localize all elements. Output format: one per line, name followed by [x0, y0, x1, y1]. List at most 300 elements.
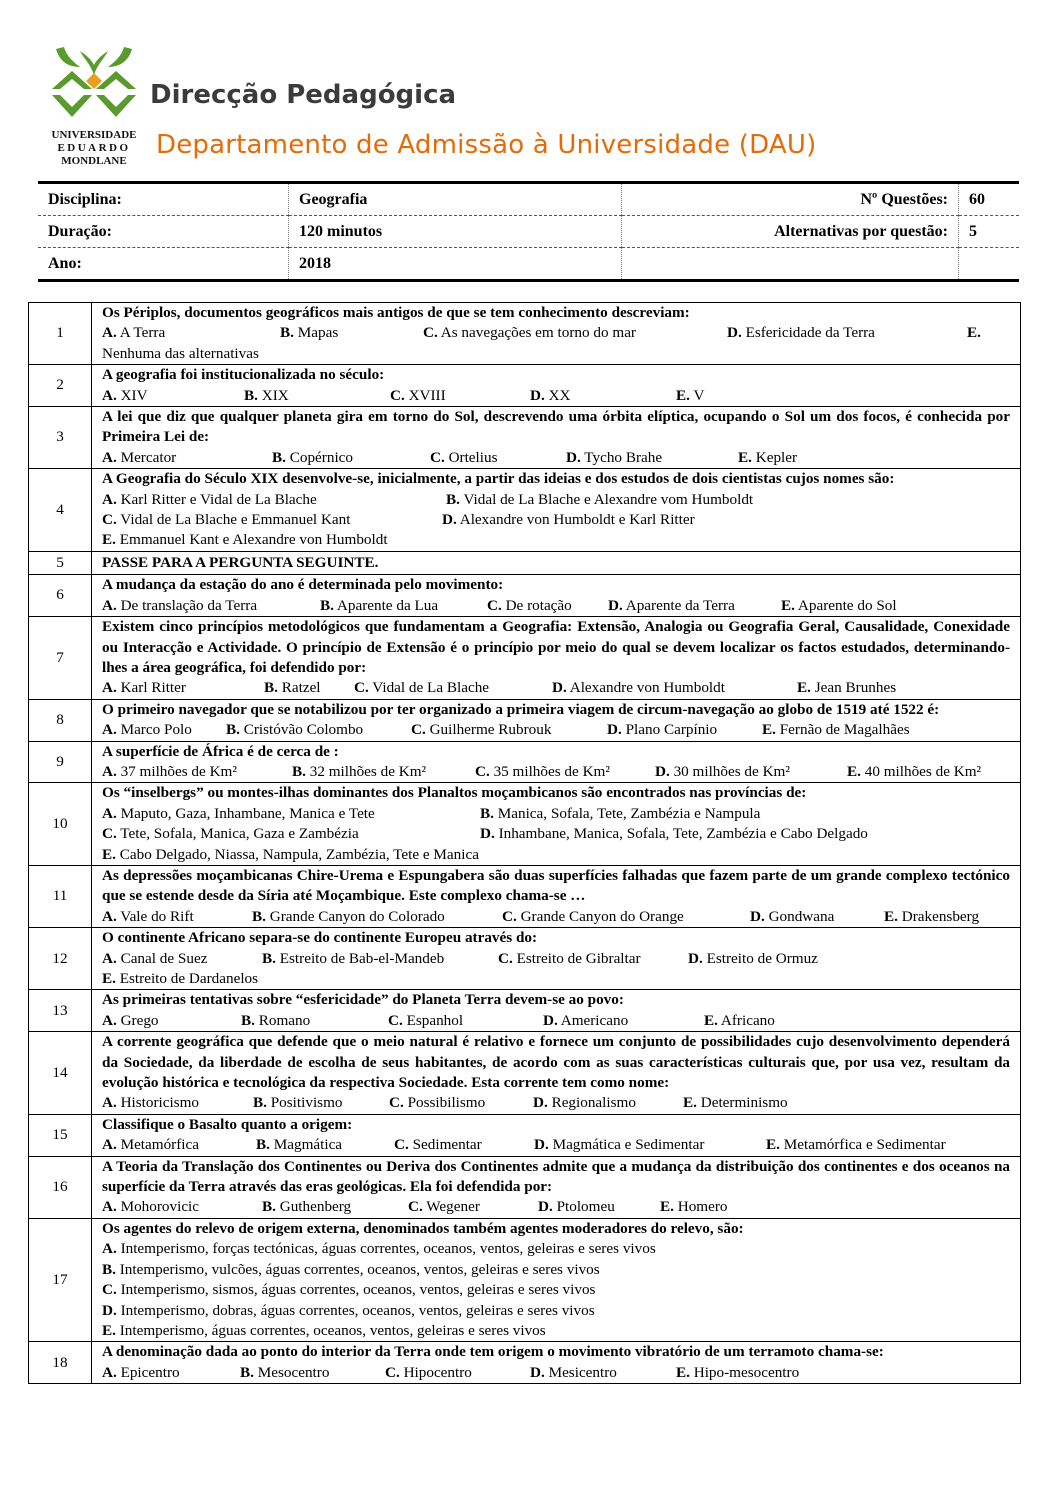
option-text: Jean Brunhes: [810, 679, 897, 697]
answer-option[interactable]: [762, 720, 962, 740]
question-text: A superfície de África é de cerca de :: [102, 742, 339, 760]
options-line: [102, 804, 1010, 824]
question-row: [29, 1032, 1021, 1115]
answer-option[interactable]: [530, 386, 676, 406]
option-text: Tete, Sofala, Manica, Gaza e Zambézia: [116, 825, 359, 843]
answer-option[interactable]: [264, 678, 354, 698]
question-number: 10: [29, 783, 92, 866]
questions-table: [28, 302, 1021, 1384]
option-text: Intemperismo, vulcões, águas correntes, oceanos, ventos, geleiras e seres vivos: [115, 1260, 600, 1278]
answer-option[interactable]: [280, 323, 423, 343]
answer-option[interactable]: [272, 448, 430, 468]
answer-option[interactable]: [847, 762, 1009, 782]
question-row: [29, 1156, 1021, 1218]
question-row: [29, 469, 1021, 552]
answer-option[interactable]: [538, 1197, 660, 1217]
answer-option[interactable]: [102, 969, 402, 989]
question-row: [29, 1114, 1021, 1156]
option-text: Vale do Rift: [116, 907, 194, 925]
option-text: As navegações em torno do mar: [437, 324, 636, 342]
answer-option[interactable]: [253, 1093, 389, 1113]
question-body: [92, 551, 1021, 574]
option-letter: B.: [244, 386, 258, 404]
question-row: [29, 1342, 1021, 1384]
answer-option[interactable]: [102, 1197, 262, 1217]
option-text: Drakensberg: [897, 907, 980, 925]
answer-option[interactable]: [738, 448, 858, 468]
page-header: [48, 40, 988, 170]
question-number: 14: [29, 1032, 92, 1115]
option-letter: D.: [530, 1363, 545, 1381]
option-text: Karl Ritter e Vidal de La Blache: [116, 490, 317, 508]
question-body: [92, 990, 1021, 1032]
question-row: [29, 407, 1021, 469]
question-row: [29, 303, 1021, 365]
option-letter: E.: [781, 596, 795, 614]
university-logo: [48, 45, 140, 170]
option-letter: D.: [566, 448, 581, 466]
answer-option[interactable]: [704, 1011, 804, 1031]
options-line: [102, 323, 1010, 343]
options-line: [102, 490, 1010, 510]
logo-text-line2: EDUARDO: [57, 142, 131, 154]
option-letter: A.: [102, 721, 117, 739]
option-letter: C.: [487, 596, 502, 614]
question-number: 2: [29, 365, 92, 407]
disciplina-value: Geografia: [289, 183, 622, 216]
answer-option[interactable]: [320, 596, 487, 616]
answer-option[interactable]: [102, 1363, 240, 1383]
options-line: [102, 824, 1010, 844]
option-text: Guilherme Rubrouk: [425, 721, 552, 739]
options-line: [102, 510, 1010, 530]
question-body: [92, 699, 1021, 741]
answer-option[interactable]: [781, 596, 941, 616]
answer-option[interactable]: [102, 949, 262, 969]
exam-info-table: [38, 181, 1019, 282]
option-text: Positivismo: [266, 1094, 343, 1112]
option-letter: E.: [797, 679, 811, 697]
logo-emblem-icon: [50, 45, 138, 127]
question-number: 6: [29, 575, 92, 617]
option-letter: D.: [533, 1094, 548, 1112]
question-body: [92, 1032, 1021, 1115]
question-text: A mudança da estação do ano é determinada pelo movimento:: [102, 576, 504, 594]
answer-option[interactable]: [442, 510, 942, 530]
answer-option[interactable]: [102, 845, 602, 865]
option-letter: E.: [766, 1136, 780, 1154]
question-body: [92, 783, 1021, 866]
answer-option[interactable]: [727, 323, 967, 343]
answer-option[interactable]: [262, 949, 498, 969]
answer-option[interactable]: [102, 762, 292, 782]
question-text: Os “inselbergs” ou montes-ilhas dominantes dos Planaltos moçambicanos são encontrados nas províncias de:: [102, 784, 807, 802]
option-letter: D.: [552, 679, 567, 697]
duracao-value: 120 minutos: [289, 216, 622, 248]
info-row: [38, 183, 1019, 216]
option-letter: C.: [423, 324, 438, 342]
option-text: XX: [544, 386, 571, 404]
answer-option[interactable]: [688, 949, 858, 969]
option-text: Mesicentro: [544, 1363, 617, 1381]
option-letter: D.: [538, 1198, 553, 1216]
answer-option[interactable]: [102, 1239, 902, 1259]
answer-option[interactable]: [660, 1197, 760, 1217]
option-letter: A.: [102, 1363, 117, 1381]
question-body: [92, 1114, 1021, 1156]
answer-option[interactable]: [797, 678, 937, 698]
options-line: [102, 530, 1010, 550]
question-text: As depressões moçambicanas Chire-Urema e Espungabera são duas superfícies falhadas que fazem parte de um grande complexo tectónico que se estende desde da Síria até Moçambique. Este complexo chama-se …: [102, 866, 1010, 905]
option-letter: B.: [280, 324, 294, 342]
disciplina-label: Disciplina:: [38, 183, 289, 216]
option-letter: E.: [847, 762, 861, 780]
option-letter: E.: [738, 448, 752, 466]
question-body: [92, 617, 1021, 700]
option-text: Estreito de Gibraltar: [512, 949, 641, 967]
answer-option[interactable]: [480, 824, 960, 844]
option-letter: B.: [292, 762, 306, 780]
header-subtitle: Departamento de Admissão à Universidade (DAU): [156, 130, 817, 160]
answer-option[interactable]: [750, 907, 884, 927]
option-text: Intemperismo, sismos, águas correntes, oceanos, ventos, geleiras e seres vivos: [116, 1281, 596, 1299]
option-letter: A.: [102, 1198, 117, 1216]
question-body: [92, 575, 1021, 617]
option-letter: B.: [256, 1136, 270, 1154]
option-letter: C.: [408, 1198, 423, 1216]
answer-option[interactable]: [102, 448, 272, 468]
question-row: [29, 990, 1021, 1032]
option-letter: C.: [394, 1136, 409, 1154]
option-letter: E.: [683, 1094, 697, 1112]
answer-option[interactable]: [533, 1093, 683, 1113]
question-row: [29, 365, 1021, 407]
options-line: [102, 344, 1010, 364]
answer-option[interactable]: [655, 762, 847, 782]
option-letter: D.: [530, 386, 545, 404]
option-text: Espanhol: [402, 1011, 464, 1029]
alternativas-label: Alternativas por questão:: [622, 216, 959, 248]
option-text: Intemperismo, forças tectónicas, águas correntes, oceanos, ventos, geleiras e seres vivos: [116, 1240, 656, 1258]
option-text: Possibilismo: [403, 1094, 486, 1112]
option-letter: D.: [442, 511, 457, 529]
options-line: [102, 1239, 1010, 1259]
question-number: 3: [29, 407, 92, 469]
option-letter: D.: [750, 907, 765, 925]
option-text: Copérnico: [285, 448, 353, 466]
question-row: [29, 699, 1021, 741]
alternativas-value: 5: [959, 216, 1020, 248]
option-text: Emmanuel Kant e Alexandre von Humboldt: [115, 531, 388, 549]
answer-option[interactable]: [487, 596, 608, 616]
question-body: [92, 928, 1021, 990]
answer-option[interactable]: [394, 1135, 534, 1155]
answer-option[interactable]: [102, 824, 480, 844]
question-text: As primeiras tentativas sobre “esfericidade” do Planeta Terra devem-se ao povo:: [102, 991, 624, 1009]
options-line: [102, 1363, 1010, 1383]
option-letter: E.: [102, 970, 116, 987]
answer-option[interactable]: [256, 1135, 394, 1155]
option-letter: E.: [762, 721, 776, 739]
question-text: A Geografia do Século XIX desenvolve-se, inicialmente, a partir das ideias e dos estudos de dois cientistas cujos nomes são:: [102, 470, 895, 488]
options-line: [102, 845, 1010, 865]
option-text: Karl Ritter: [116, 679, 186, 697]
option-letter: E.: [676, 386, 690, 404]
option-text: Cabo Delgado, Niassa, Nampula, Zambézia, Tete e Manica: [115, 845, 479, 863]
option-letter: A.: [102, 1094, 117, 1112]
option-text: Ptolomeu: [552, 1198, 615, 1216]
answer-option[interactable]: [262, 1197, 408, 1217]
info-row: [38, 216, 1019, 248]
option-text: Marco Polo: [116, 721, 192, 739]
option-letter: A.: [102, 386, 117, 404]
option-letter: D.: [480, 825, 495, 843]
answer-option[interactable]: [411, 720, 607, 740]
answer-option[interactable]: [102, 1280, 902, 1300]
question-body: [92, 865, 1021, 927]
option-text: Hipo-mesocentro: [689, 1363, 800, 1381]
answer-option[interactable]: [102, 490, 446, 510]
option-letter: A.: [102, 448, 117, 466]
option-text: Magmática: [269, 1136, 343, 1154]
option-text: Nenhuma das alternativas: [102, 344, 259, 362]
option-letter: C.: [390, 386, 405, 404]
option-letter: D.: [102, 1301, 117, 1319]
question-row: [29, 551, 1021, 574]
answer-option[interactable]: [607, 720, 762, 740]
answer-option[interactable]: [385, 1363, 530, 1383]
options-line: [102, 1280, 1010, 1300]
logo-text-line3: MONDLANE: [61, 155, 127, 167]
option-letter: C.: [102, 825, 117, 843]
ano-label: Ano:: [38, 248, 289, 281]
option-text: Historicismo: [116, 1094, 200, 1112]
answer-option[interactable]: [480, 804, 950, 824]
question-number: 8: [29, 699, 92, 741]
option-text: Kepler: [751, 448, 798, 466]
answer-option[interactable]: [502, 907, 750, 927]
option-text: Esfericidade da Terra: [741, 324, 875, 342]
option-text: Vidal de La Blache: [368, 679, 490, 697]
question-number: 9: [29, 741, 92, 783]
question-number: 11: [29, 865, 92, 927]
option-text: XIX: [257, 386, 289, 404]
question-body: [92, 741, 1021, 783]
option-text: Americano: [557, 1011, 629, 1029]
option-text: Wegener: [422, 1198, 480, 1216]
option-letter: B.: [240, 1363, 254, 1381]
answer-option[interactable]: [102, 1301, 902, 1321]
answer-option[interactable]: [102, 1321, 902, 1341]
option-text: Epicentro: [116, 1363, 180, 1381]
answer-option[interactable]: [446, 490, 946, 510]
question-row: [29, 1218, 1021, 1341]
option-text: XIV: [116, 386, 148, 404]
options-line: [102, 949, 1010, 969]
option-letter: A.: [102, 679, 117, 697]
option-text: Intemperismo, dobras, águas correntes, oceanos, ventos, geleiras e seres vivos: [116, 1301, 595, 1319]
option-letter: B.: [262, 1198, 276, 1216]
options-line: [102, 1197, 1010, 1217]
answer-option[interactable]: [252, 907, 502, 927]
answer-option[interactable]: [543, 1011, 704, 1031]
option-letter: D.: [608, 596, 623, 614]
option-text: De rotação: [501, 596, 572, 614]
answer-option[interactable]: [389, 1093, 533, 1113]
option-letter: C.: [430, 448, 445, 466]
option-letter: B.: [272, 448, 286, 466]
options-line: [102, 678, 1010, 698]
answer-option[interactable]: [566, 448, 738, 468]
answer-option[interactable]: [676, 386, 736, 406]
question-row: [29, 865, 1021, 927]
answer-option[interactable]: [240, 1363, 385, 1383]
header-title: Direcção Pedagógica: [150, 80, 457, 110]
answer-option[interactable]: [530, 1363, 676, 1383]
questions-body: [29, 303, 1021, 1384]
option-text: Manica, Sofala, Tete, Zambézia e Nampula: [493, 804, 761, 822]
question-body: [92, 303, 1021, 365]
answer-option[interactable]: [226, 720, 411, 740]
answer-option[interactable]: [102, 678, 264, 698]
option-text: Metamórfica e Sedimentar: [779, 1136, 946, 1154]
question-row: [29, 928, 1021, 990]
option-letter: C.: [411, 721, 426, 739]
answer-option[interactable]: [354, 678, 552, 698]
answer-option[interactable]: [102, 510, 442, 530]
answer-option[interactable]: [102, 386, 244, 406]
answer-option[interactable]: [967, 323, 987, 343]
answer-option[interactable]: [102, 1260, 902, 1280]
answer-option[interactable]: [766, 1135, 1006, 1155]
option-letter: C.: [354, 679, 369, 697]
answer-option[interactable]: [292, 762, 475, 782]
option-letter: A.: [102, 804, 117, 822]
answer-option[interactable]: [884, 907, 1004, 927]
question-text: Classifique o Basalto quanto a origem:: [102, 1115, 353, 1133]
option-letter: B.: [320, 596, 334, 614]
option-letter: B.: [102, 1260, 116, 1278]
answer-option[interactable]: [102, 596, 320, 616]
options-line: [102, 762, 1010, 782]
question-text: O continente Africano separa-se do continente Europeu através do:: [102, 929, 538, 947]
answer-option[interactable]: [552, 678, 797, 698]
option-text: Mohorovicic: [116, 1198, 200, 1216]
option-text: Mercator: [116, 448, 177, 466]
option-letter: B.: [264, 679, 278, 697]
answer-option[interactable]: [102, 323, 280, 343]
option-letter: D.: [727, 324, 742, 342]
answer-option[interactable]: [498, 949, 688, 969]
duracao-label: Duração:: [38, 216, 289, 248]
option-letter: E.: [704, 1011, 718, 1029]
option-text: Estreito de Bab-el-Mandeb: [275, 949, 445, 967]
option-letter: C.: [102, 511, 117, 529]
question-number: 1: [29, 303, 92, 365]
option-text: Inhambane, Manica, Sofala, Tete, Zambézia e Cabo Delgado: [494, 825, 868, 843]
answer-option[interactable]: [534, 1135, 766, 1155]
option-letter: B.: [262, 949, 276, 967]
option-letter: A.: [102, 949, 117, 967]
option-letter: D.: [688, 949, 703, 967]
answer-option[interactable]: [102, 804, 480, 824]
option-letter: A.: [102, 907, 117, 925]
question-body: [92, 469, 1021, 552]
option-text: 37 milhões de Km²: [116, 762, 237, 780]
option-letter: C.: [385, 1363, 400, 1381]
questoes-value: 60: [959, 183, 1020, 216]
answer-option[interactable]: [102, 1093, 253, 1113]
options-line: [102, 386, 1010, 406]
option-text: 32 milhões de Km²: [305, 762, 427, 780]
option-letter: A.: [102, 1011, 117, 1029]
option-text: Ratzel: [277, 679, 321, 697]
answer-option[interactable]: [388, 1011, 543, 1031]
question-text: Os agentes do relevo de origem externa, denominados também agentes moderadores do relevo, são:: [102, 1219, 744, 1237]
answer-option[interactable]: [102, 530, 602, 550]
options-line: [102, 596, 1010, 616]
question-number: 15: [29, 1114, 92, 1156]
answer-option[interactable]: [244, 386, 390, 406]
question-body: [92, 1156, 1021, 1218]
question-body: [92, 1218, 1021, 1341]
answer-option[interactable]: [408, 1197, 538, 1217]
question-number: 4: [29, 469, 92, 552]
question-body: [92, 1342, 1021, 1384]
answer-option[interactable]: [102, 1011, 241, 1031]
option-text: Determinismo: [696, 1094, 788, 1112]
answer-option[interactable]: [102, 720, 226, 740]
question-text: A geografia foi institucionalizada no século:: [102, 366, 385, 384]
question-text: Os Périplos, documentos geográficos mais antigos de que se tem conhecimento descreviam:: [102, 304, 690, 321]
question-number: 5: [29, 551, 92, 574]
answer-option[interactable]: [608, 596, 781, 616]
answer-option[interactable]: [676, 1363, 836, 1383]
option-letter: D.: [534, 1136, 549, 1154]
option-letter: A.: [102, 1136, 117, 1154]
question-text: A Teoria da Translação dos Continentes ou Deriva dos Continentes admite que a mudança da distribuição dos continentes e dos oceanos na superfície da Terra através das eras geológicas. Ela foi defendida por:: [102, 1157, 1010, 1196]
option-text: Homero: [673, 1198, 728, 1216]
answer-option[interactable]: [423, 323, 727, 343]
option-letter: E.: [676, 1363, 690, 1381]
options-line: [102, 448, 1010, 468]
question-text: Existem cinco princípios metodológicos que fundamentam a Geografia: Extensão, Analogia ou Geografia Geral, Causalidade, Conexidade ou Interacção e Actividade. O princípio de Extensão é o princípio por meio do qual se devem localizar os factos estudados, determinando-lhes a área geográfica, foi defendido por:: [102, 618, 1010, 676]
option-text: Canal de Suez: [116, 949, 208, 967]
question-text: PASSE PARA A PERGUNTA SEGUINTE.: [102, 553, 379, 571]
answer-option[interactable]: [475, 762, 655, 782]
option-text: Aparente da Lua: [333, 596, 439, 614]
question-text: O primeiro navegador que se notabilizou por ter organizado a primeira viagem de circum-navegação ao globo de 1519 até 1522 é:: [102, 700, 940, 718]
answer-option[interactable]: [390, 386, 530, 406]
options-line: [102, 720, 1010, 740]
question-text: A denominação dada ao ponto do interior da Terra onde tem origem o movimento vibratório de um terramoto chama-se:: [102, 1343, 884, 1361]
option-text: 35 milhões de Km²: [489, 762, 610, 780]
option-text: Intemperismo, águas correntes, oceanos, ventos, geleiras e seres vivos: [115, 1321, 546, 1339]
option-letter: C.: [475, 762, 490, 780]
answer-option[interactable]: [102, 1135, 256, 1155]
answer-option[interactable]: [241, 1011, 388, 1031]
answer-option[interactable]: [683, 1093, 823, 1113]
option-letter: B.: [226, 721, 240, 739]
question-number: 16: [29, 1156, 92, 1218]
option-text: Metamórfica: [116, 1136, 199, 1154]
answer-option[interactable]: [102, 907, 252, 927]
option-text: Estreito de Dardanelos: [115, 970, 259, 987]
answer-option[interactable]: [102, 344, 402, 364]
question-text: A lei que diz que qualquer planeta gira em torno do Sol, descrevendo uma órbita elíptica, ocupando o Sol um dos focos, é conhecida por Primeira Lei de:: [102, 408, 1010, 446]
option-text: Africano: [717, 1011, 775, 1029]
answer-option[interactable]: [430, 448, 566, 468]
